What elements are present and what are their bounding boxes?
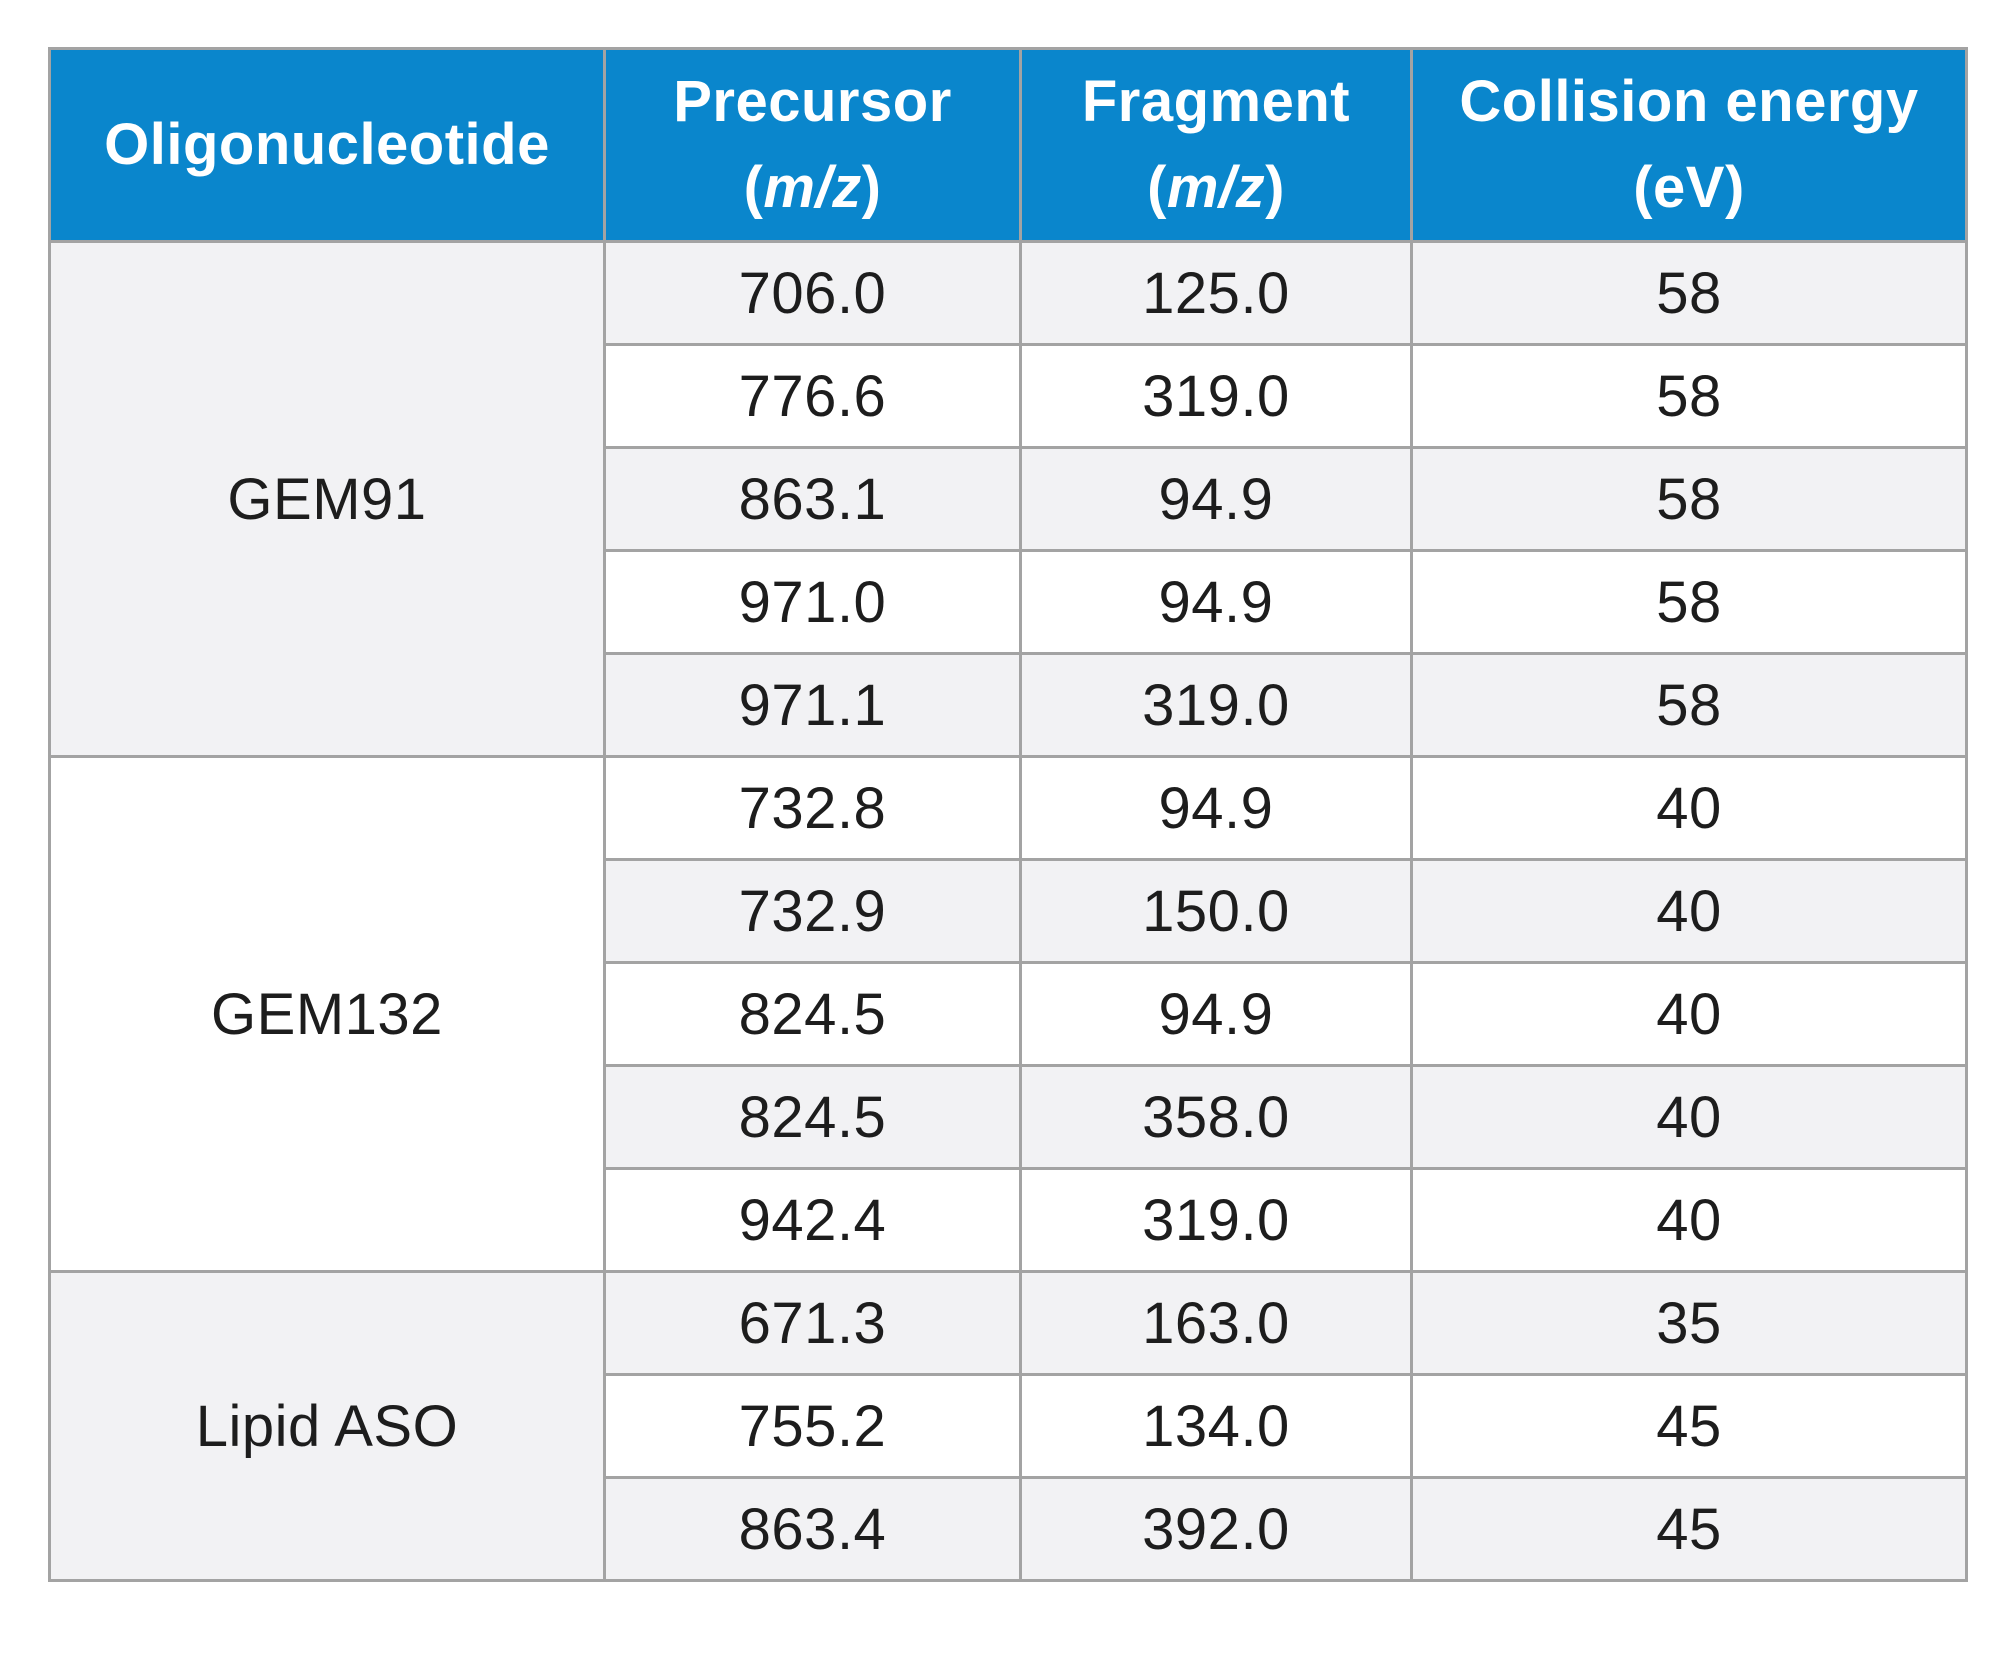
table-row xyxy=(50,1272,1967,1375)
precursor-cell: 824.5 xyxy=(605,963,1021,1066)
mrm-transitions-table xyxy=(48,47,1968,1582)
fragment-cell: 163.0 xyxy=(1021,1272,1412,1375)
collision-energy-cell: 58 xyxy=(1412,654,1967,757)
header-oligonucleotide-label: Oligonucleotide xyxy=(104,112,550,177)
header-fragment-label: Fragment xyxy=(1081,69,1351,134)
header-fragment-open: ( xyxy=(1147,155,1167,220)
header-precursor-label: Precursor xyxy=(673,69,952,134)
precursor-cell: 824.5 xyxy=(605,1066,1021,1169)
header-precursor-open: ( xyxy=(743,155,764,220)
fragment-cell: 319.0 xyxy=(1021,345,1412,448)
collision-energy-cell: 40 xyxy=(1412,963,1967,1066)
table-header xyxy=(50,49,1967,242)
header-precursor-unit: m/z xyxy=(763,155,862,220)
fragment-cell: 94.9 xyxy=(1021,551,1412,654)
header-row xyxy=(50,49,1967,242)
oligonucleotide-cell: Lipid ASO xyxy=(50,1272,605,1581)
precursor-cell: 942.4 xyxy=(605,1169,1021,1272)
collision-energy-cell: 58 xyxy=(1412,345,1967,448)
collision-energy-cell: 40 xyxy=(1412,860,1967,963)
collision-energy-cell: 45 xyxy=(1412,1478,1967,1581)
precursor-cell: 706.0 xyxy=(605,242,1021,345)
fragment-cell: 125.0 xyxy=(1021,242,1412,345)
oligonucleotide-cell: GEM91 xyxy=(50,242,605,757)
collision-energy-cell: 40 xyxy=(1412,1066,1967,1169)
precursor-cell: 971.0 xyxy=(605,551,1021,654)
collision-energy-cell: 45 xyxy=(1412,1375,1967,1478)
table-body xyxy=(50,242,1967,1581)
precursor-cell: 971.1 xyxy=(605,654,1021,757)
header-fragment-unit: m/z xyxy=(1166,155,1266,220)
collision-energy-cell: 40 xyxy=(1412,1169,1967,1272)
table-row xyxy=(50,242,1967,345)
header-collision-energy-unit: (eV) xyxy=(1633,155,1745,220)
collision-energy-cell: 58 xyxy=(1412,242,1967,345)
header-collision-energy xyxy=(1412,49,1967,242)
collision-energy-cell: 35 xyxy=(1412,1272,1967,1375)
precursor-cell: 732.8 xyxy=(605,757,1021,860)
header-fragment xyxy=(1021,49,1412,242)
table-row xyxy=(50,757,1967,860)
header-fragment-close: ) xyxy=(1265,155,1285,220)
precursor-cell: 671.3 xyxy=(605,1272,1021,1375)
header-collision-energy-label: Collision energy xyxy=(1459,69,1919,134)
collision-energy-cell: 40 xyxy=(1412,757,1967,860)
fragment-cell: 358.0 xyxy=(1021,1066,1412,1169)
precursor-cell: 755.2 xyxy=(605,1375,1021,1478)
precursor-cell: 732.9 xyxy=(605,860,1021,963)
collision-energy-cell: 58 xyxy=(1412,551,1967,654)
header-oligonucleotide xyxy=(50,49,605,242)
fragment-cell: 392.0 xyxy=(1021,1478,1412,1581)
fragment-cell: 94.9 xyxy=(1021,448,1412,551)
fragment-cell: 134.0 xyxy=(1021,1375,1412,1478)
fragment-cell: 94.9 xyxy=(1021,963,1412,1066)
precursor-cell: 776.6 xyxy=(605,345,1021,448)
collision-energy-cell: 58 xyxy=(1412,448,1967,551)
header-precursor-close: ) xyxy=(861,155,882,220)
fragment-cell: 150.0 xyxy=(1021,860,1412,963)
fragment-cell: 319.0 xyxy=(1021,1169,1412,1272)
header-precursor xyxy=(605,49,1021,242)
oligonucleotide-cell: GEM132 xyxy=(50,757,605,1272)
precursor-cell: 863.1 xyxy=(605,448,1021,551)
precursor-cell: 863.4 xyxy=(605,1478,1021,1581)
fragment-cell: 319.0 xyxy=(1021,654,1412,757)
fragment-cell: 94.9 xyxy=(1021,757,1412,860)
